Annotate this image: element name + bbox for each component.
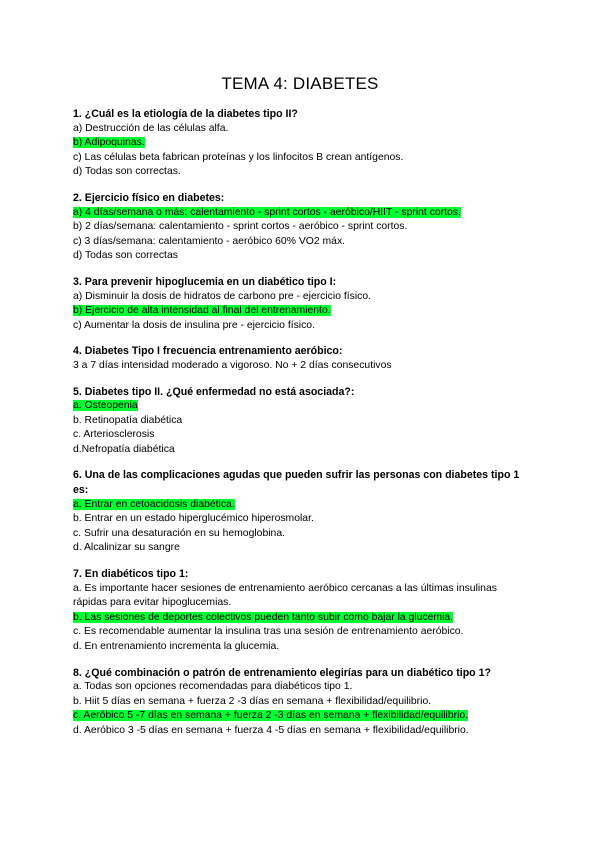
answer-option-text: d. En entrenamiento incrementa la glucemia. — [73, 641, 280, 652]
answer-option — [73, 527, 533, 542]
answer-option — [73, 220, 533, 235]
answer-option — [73, 428, 533, 443]
answer-option-correct — [73, 611, 533, 626]
answer-option-text: 3 a 7 días intensidad moderado a vigoroso. No + 2 días consecutivos — [73, 359, 392, 371]
question-text: 4. Diabetes Tipo I frecuencia entrenamiento aeróbico: — [73, 345, 343, 358]
question-list — [73, 107, 533, 750]
question-block — [73, 107, 533, 180]
answer-option-text: a) Destrucción de las células alfa. — [73, 122, 229, 134]
answer-option-text: a. Es importante hacer sesiones de entrenamiento aeróbico cercanas a las últimas insulinas rápidas para evitar hipoglucemias. — [73, 582, 497, 609]
question-block — [73, 666, 533, 739]
answer-option-text: a) Disminuir la dosis de hidratos de carbono pre - ejercicio físico. — [73, 290, 371, 302]
question-block — [73, 275, 533, 333]
answer-option — [73, 695, 533, 710]
answer-option-text: c. Es recomendable aumentar la insulina tras una sesión de entrenamiento aeróbico. — [73, 626, 464, 638]
answer-option — [73, 151, 533, 166]
answer-option — [73, 359, 533, 374]
answer-option — [73, 122, 533, 137]
answer-option-text: d) Todas son correctas — [73, 250, 178, 262]
answer-option-text: b) Adipoquinas. — [73, 137, 145, 149]
answer-option — [73, 414, 533, 429]
question-block — [73, 385, 533, 458]
question-text: 6. Una de las complicaciones agudas que pueden sufrir las personas con diabetes tipo 1 es: — [73, 469, 520, 497]
question-block — [73, 191, 533, 264]
answer-option-correct — [73, 304, 533, 319]
answer-option-text: a. Todas son opciones recomendadas para diabéticos tipo 1. — [73, 681, 353, 693]
answer-option-text: d. Aeróbico 3 -5 días en semana + fuerza 4 -5 días en semana + flexibilidad/equilibrio. — [73, 724, 469, 736]
answer-option-text: c) Las células beta fabrican proteínas y los linfocitos B crean antígenos. — [73, 151, 404, 163]
page-title: TEMA 4: DIABETES — [221, 74, 379, 93]
answer-option-text: c. Aeróbico 5 -7 días en semana + fuerza 2 -3 días en semana + flexibilidad/equilibrio. — [73, 710, 469, 722]
answer-option-text: d.Nefropatía diabética — [73, 443, 175, 455]
answer-option — [73, 582, 533, 611]
question-block — [73, 468, 533, 556]
question-text: 7. En diabéticos tipo 1: — [73, 568, 189, 581]
answer-option — [73, 512, 533, 527]
answer-option — [73, 724, 533, 739]
answer-option-text: b) 2 días/semana: calentamiento - sprint cortos - aeróbico - sprint cortos. — [73, 221, 408, 233]
answer-option-text: b. Entrar en un estado hiperglucémico hiperosmolar. — [73, 513, 314, 525]
answer-option-text: b. Hiit 5 días en semana + fuerza 2 -3 días en semana + flexibilidad/equilibrio. — [73, 695, 432, 707]
question-block — [73, 344, 533, 373]
question-text: 5. Diabetes tipo II. ¿Qué enfermedad no está asociada?: — [73, 385, 355, 398]
answer-option-correct — [73, 399, 533, 414]
answer-option-text: b) Ejercicio de alta intensidad al final del entrenamiento. — [73, 305, 331, 317]
answer-option — [73, 541, 533, 556]
answer-option-text: a. Entrar en cetoacidosis diabética. — [73, 498, 235, 510]
answer-option-text: c. Arteriosclerosis — [73, 429, 155, 441]
answer-option-correct — [73, 498, 533, 513]
answer-option-text: c) Aumentar la dosis de insulina pre - ejercicio físico. — [73, 319, 315, 331]
answer-option-correct — [73, 136, 533, 151]
question-block — [73, 567, 533, 655]
answer-option — [73, 290, 533, 305]
answer-option-text: a) 4 días/semana o más: calentamiento - sprint cortos - aeróbico/HIIT - sprint cortos. — [73, 206, 461, 218]
answer-option-text: b. Retinopatía diabética — [73, 414, 183, 426]
question-text: 2. Ejercicio físico en diabetes: — [73, 191, 225, 204]
answer-option — [73, 165, 533, 180]
answer-option — [73, 235, 533, 250]
answer-option-text: d) Todas son correctas. — [73, 166, 181, 178]
question-text: 3. Para prevenir hipoglucemia en un diabético tipo I: — [73, 275, 337, 288]
answer-option-text: b. Las sesiones de deportes colectivos pueden tanto subir como bajar la glucemia. — [73, 611, 454, 623]
answer-option-text: d. Alcalinizar su sangre — [73, 542, 180, 554]
answer-option — [73, 640, 533, 655]
answer-option — [73, 443, 533, 458]
answer-option-text: a. Osteopenia — [73, 400, 138, 412]
answer-option-correct — [73, 709, 533, 724]
answer-option-text: c. Sufrir una desaturación en su hemoglobina. — [73, 527, 285, 539]
question-text: 1. ¿Cuál es la etiología de la diabetes tipo II? — [73, 108, 298, 120]
answer-option-correct — [73, 206, 533, 221]
answer-option — [73, 319, 533, 334]
answer-option — [73, 249, 533, 264]
answer-option — [73, 680, 533, 695]
question-text: 8. ¿Qué combinación o patrón de entrenamiento elegirías para un diabético tipo 1? — [73, 666, 491, 679]
answer-option — [73, 625, 533, 640]
answer-option-text: c) 3 días/semana: calentamiento - aeróbico 60% VO2 máx. — [73, 235, 346, 247]
